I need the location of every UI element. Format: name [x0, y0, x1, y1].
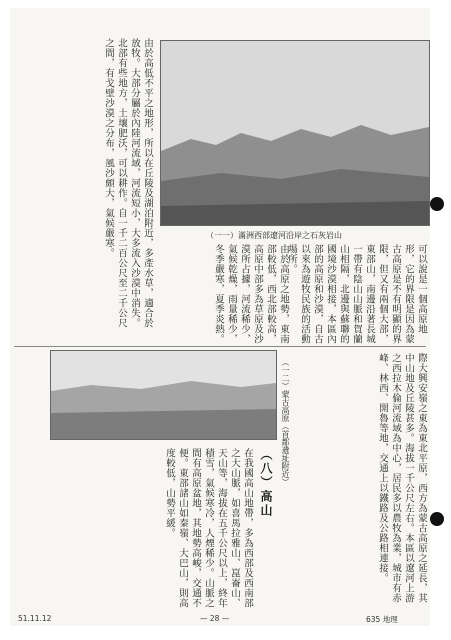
binder-hole-bottom	[430, 512, 444, 526]
landscape-photo-mid	[50, 350, 277, 440]
divider	[14, 346, 426, 347]
photo-top-caption: （一一）滿洲西部遼河沿岸之石灰岩山	[206, 231, 342, 240]
photo-mid-caption: （一二）蒙古高原（首都遺址附近）	[281, 358, 290, 486]
binder-hole-top	[430, 197, 444, 211]
section-heading: （八）高山	[259, 448, 273, 518]
text-block-bottom-right: 際大興安嶺之東為東北平原，西方為蒙古高原之延長，其中山地及丘陵甚多。海拔一千公尺左右。本區以遼河上游之西拉木倫河流域為中心，居民多以農牧為業，城市有赤峰、林西、開魯等地，交通上以鐵路及公路相連接。	[377, 353, 427, 603]
document-page	[10, 8, 430, 626]
landscape-photo-top	[160, 40, 430, 226]
footer-page-number: — 28 —	[200, 614, 230, 623]
text-block-top-left: 由於高低不平之地形，所以在丘陵及湖泊附近，多產水草，適合於放牧。大部分屬於內陸河流域，河流短小，大多流入沙漠中消失。北部有些地方，土壤肥沃，可以耕作。自一千二百公尺至二千公尺之間，有戈壁沙漠之分布，風沙頗大，氣候嚴寒。	[103, 38, 153, 328]
section-body: 在我國高山地帶，多為西部及西南部之大山脈，如喜馬拉雅山、崑崙山、天山等，海拔在五千公尺以上，終年積雪，氣候寒冷，人煙稀少。山脈之間有高原盆地，其地勢高峻，交通不便。東部諸山如秦嶺、大巴山，則高度較低，山勢平緩。	[164, 448, 253, 608]
text-block-bottom-left: 由於高原之地勢，東南部較低，西北部較高，高原中部多為草原及沙漠所占據，河流稀少，氣候乾燥，雨量稀少，冬季嚴寒，夏季炎熱。	[213, 244, 289, 344]
footer-page-code: 635 地理	[366, 615, 398, 624]
text-block-top-right: 可以說是一個高原地形，它的界限是因為蒙古高原是不有明顯的界限，但又有兩個大部，東部山，南邊沿著長城一帶有陰山山脈和賀蘭山相隔，北邊與蘇聯的國境沙漠相接，本區內部的高原和沙漠，自古以來為遊牧民族的活動場所。	[286, 244, 427, 344]
footer-date: 51.11.12	[18, 614, 52, 623]
